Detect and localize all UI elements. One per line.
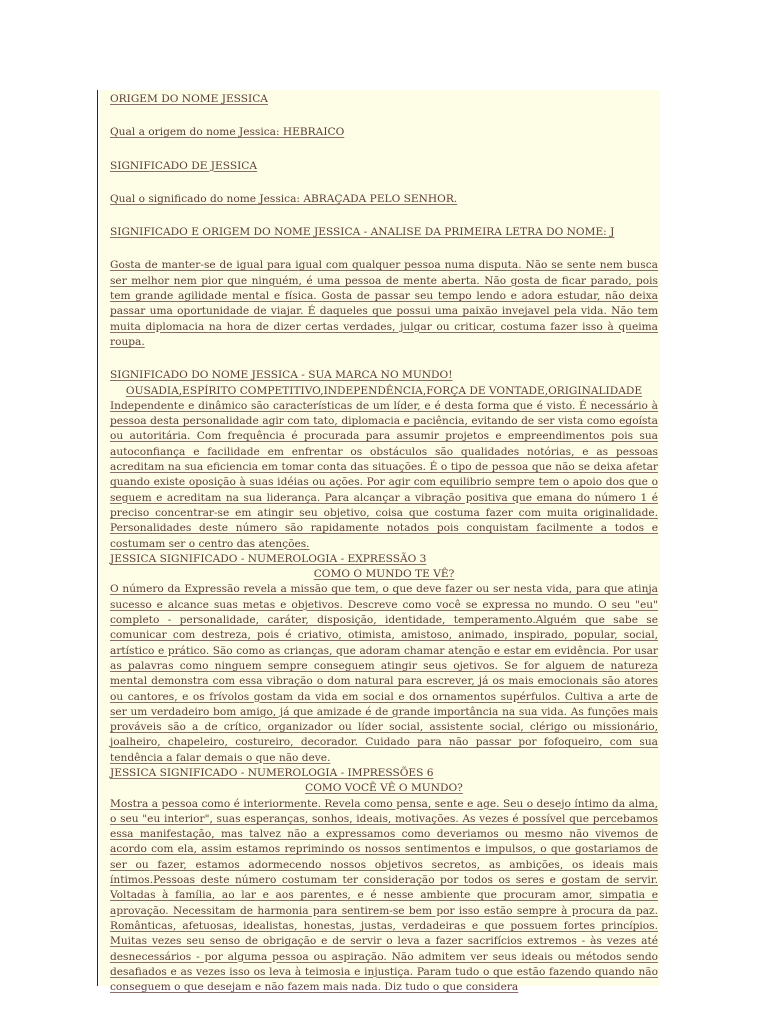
origin-line: Qual a origem do nome Jessica: HEBRAICO	[110, 126, 345, 139]
impressions-heading: JESSICA SIGNIFICADO - NUMEROLOGIA - IMPRESSÕES 6	[110, 766, 434, 779]
left-margin-rule	[97, 90, 98, 986]
document-panel	[100, 90, 660, 994]
expression-heading: JESSICA SIGNIFICADO - NUMEROLOGIA - EXPRESSÃO 3	[110, 552, 427, 565]
expression-subheading: COMO O MUNDO TE VÊ?	[313, 568, 455, 581]
expression-paragraph: O número da Expressão revela a missão que tem, o que deve fazer ou ser nesta vida, para que atinja sucesso e alcance suas metas e objetivos. Descreve como você se expressa no mundo. O seu "eu" completo - personalidade, caráter, disposição, identidade, temperamento.Alguém que sabe se comunicar com destreza, pois é criativo, otimista, amistoso, animado, inspirado, popular, social, artístico e prático. São como as crianças, que adoram chamar atenção e estar em evidência. Por usar as palavras como ninguem sempre conseguem atingir seus ojetivos. Se for alguem de natureza mental demonstra com essa vibração o dom natural para escrever, já os mais emocionais são atores ou cantores, e os frívolos gostam da vida em social e dos ornamentos supérfulos. Cultiva a arte de ser um verdadeiro bom amigo, já que amizade é de grande importância na sua vida. As funções mais prováveis são a de crítico, organizador ou líder social, assistente social, clérigo ou missionário, joalheiro, chapeleiro, costureiro, decorador. Cuidado para não passar por fofoqueiro, com sua tendência a falar demais o que não deve.	[110, 583, 658, 764]
document-content	[100, 90, 660, 995]
impressions-paragraph: Mostra a pessoa como é interiormente. Revela como pensa, sente e age. Seu o desejo íntimo da alma, o seu "eu interior", suas esperanças, sonhos, ideais, motivações. As vezes é possível que percebamos essa manifestação, mas talvez não a expressamos como deveriamos ou mesmo não vivemos de acordo com ela, assim estamos reprimindo os nossos sentimentos e impulsos, o que gostariamos de ser ou fazer, estamos adormecendo nossos objetivos secretos, as ambições, os ideais mais íntimos.Pessoas deste número costumam ter consideração por todos os seres e gostam de servir. Voltadas à família, ao lar e aos parentes, e é nesse ambiente que procuram amor, simpatia e aprovação. Necessitam de harmonia para sentirem-se bem por isso estão sempre à procura da paz. Românticas, afetuosas, idealistas, honestas, justas, verdadeiras e que possuem fortes princípios. Muitas vezes seu senso de obrigação e de servir o leva a fazer sacrifícios extremos - às vezes até desnecessários - por alguma pessoa ou aspiração. Não admitem ver seus ideais ou métodos sendo desafiados e as vezes isso os leva à teimosia e injustiça. Param tudo o que estão fazendo quando não conseguem o que desejam e não fazem mais nada. Diz tudo o que considera	[110, 797, 658, 994]
meaning-line: Qual o significado do nome Jessica: ABRAÇADA PELO SENHOR.	[110, 192, 458, 205]
mark-keywords: OUSADIA,ESPÍRITO COMPETITIVO,INDEPENDÊNCIA,FORÇA DE VONTADE,ORIGINALIDADE	[125, 384, 643, 397]
mark-paragraph: Independente e dinâmico são características de um líder, e é desta forma que é visto. É necessário à pessoa desta personalidade agir com tato, diplomacia e paciência, evitando de ser vista como egoísta ou autoritária. Com frequência é procurada para assumir projetos e empreendimentos pois sua autoconfiança e facilidade em enfrentar os obstáculos são qualidades notórias, e as pessoas acreditam na sua eficiencia em tomar conta das situações. É o tipo de pessoa que não se deixa afetar quando existe oposição à suas idéias ou ações. Por agir com equilibrio sempre tem o apoio dos que o seguem e acreditam na sua liderança. Para alcançar a vibração positiva que emana do número 1 é preciso concentrar-se em atingir seu objetivo, coisa que costuma fazer com muita originalidade. Personalidades deste número são rapidamente notados pois conquistam facilmente a todos e costumam ser o centro das atenções.	[110, 399, 658, 550]
meaning-heading: SIGNIFICADO DE JESSICA	[110, 159, 258, 172]
doc-title: ORIGEM DO NOME JESSICA	[110, 93, 268, 105]
first-letter-heading: SIGNIFICADO E ORIGEM DO NOME JESSICA - ANALISE DA PRIMEIRA LETRA DO NOME: J	[110, 226, 615, 239]
impressions-subheading: COMO VOCÊ VÊ O MUNDO?	[305, 782, 463, 795]
mark-heading: SIGNIFICADO DO NOME JESSICA - SUA MARCA NO MUNDO!	[110, 369, 453, 382]
first-letter-paragraph: Gosta de manter-se de igual para igual com qualquer pessoa numa disputa. Não se sente nem busca ser melhor nem pior que ninguém, é uma pessoa de mente aberta. Não gosta de ficar parado, pois tem grande agilidade mental e física. Gosta de passar seu tempo lendo e adora estudar, não deixa passar uma oportunidade de viajar. É daqueles que possui uma paixão invejavel pela vida. Não tem muita diplomacia na hora de dizer certas verdades, julgar ou criticar, costuma fazer isso à queima roupa.	[110, 259, 658, 348]
